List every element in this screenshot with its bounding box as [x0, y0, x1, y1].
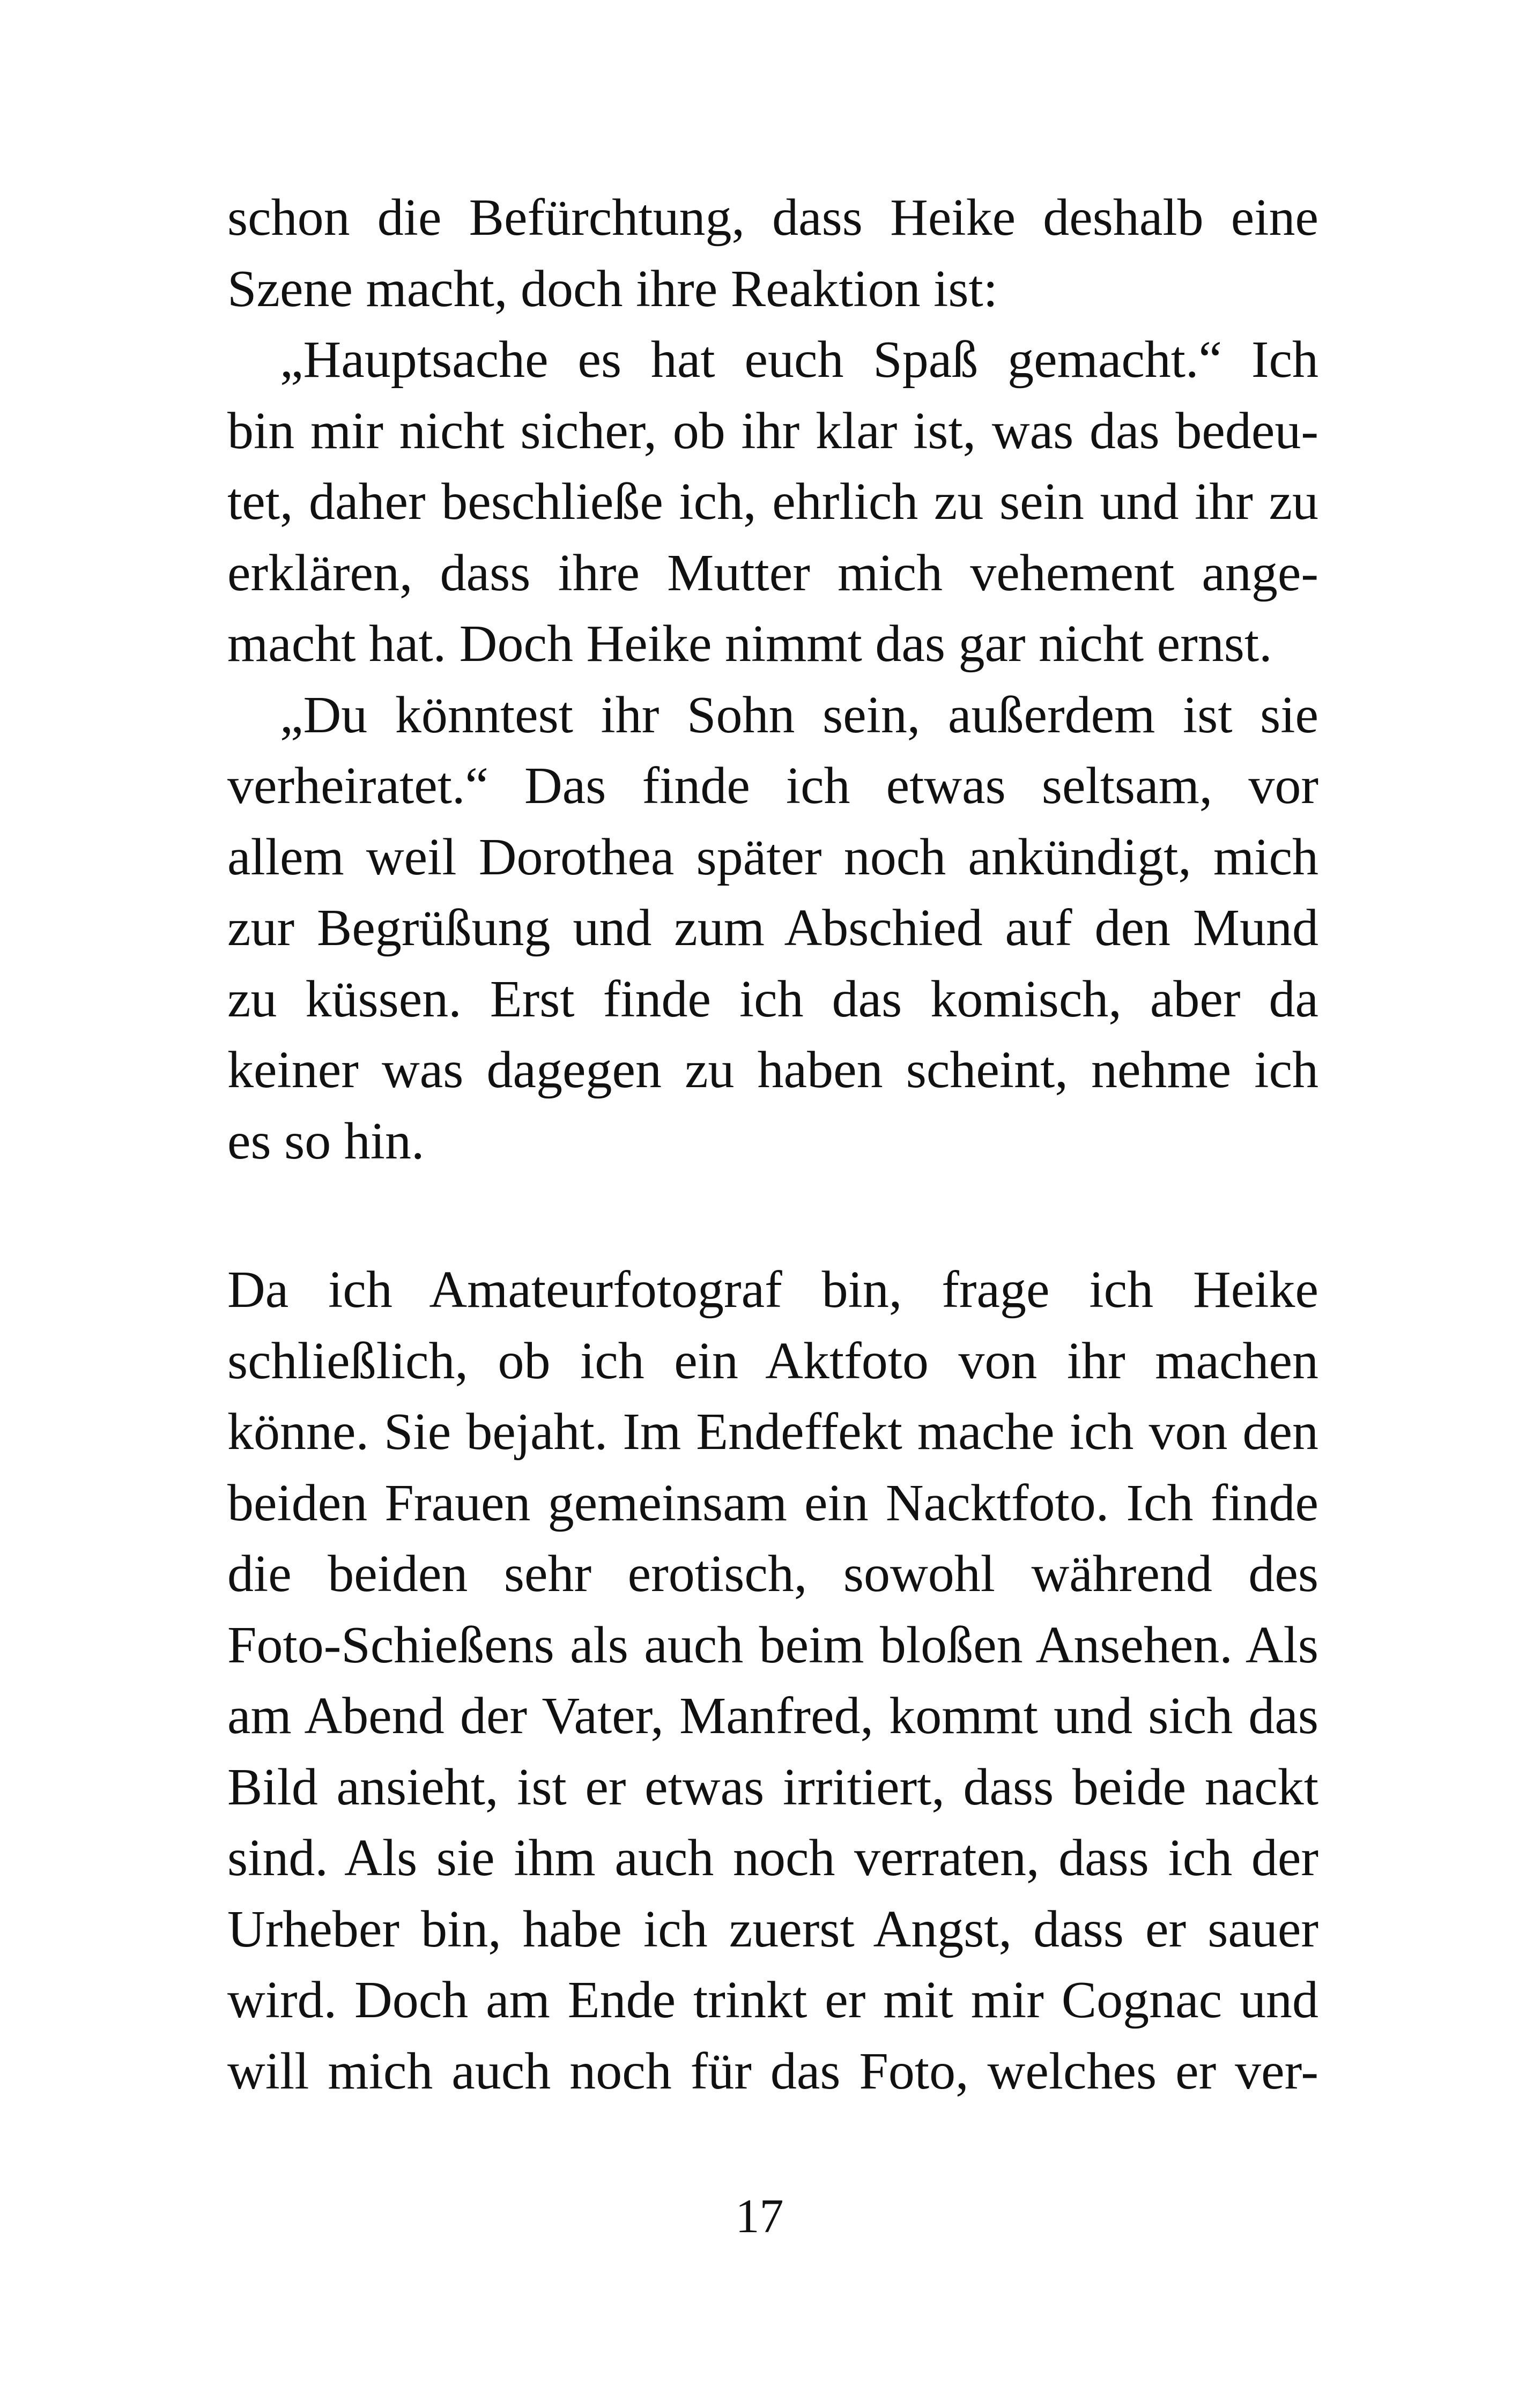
- paragraph-3: [227, 680, 1318, 1177]
- text-line: „Du könntest ihr Sohn sein, außerdem ist sie: [280, 686, 1318, 744]
- text-line: keiner was dagegen zu haben scheint, nehme ich: [227, 1041, 1318, 1099]
- page-number: 17: [735, 2190, 784, 2243]
- text-line: macht hat. Doch Heike nimmt das gar nicht ernst.: [227, 615, 1272, 673]
- text-line: Foto-Schießens als auch beim bloßen Ansehen. Als: [227, 1616, 1318, 1674]
- text-line: „Hauptsache es hat euch Spaß gemacht.“ Ich: [280, 331, 1318, 389]
- text-line: die beiden sehr erotisch, sowohl während des: [227, 1545, 1318, 1603]
- paragraph-1: [227, 182, 1318, 324]
- text-block-lower: [227, 1254, 1318, 2107]
- text-line: will mich auch noch für das Foto, welches er ver-: [227, 2042, 1318, 2100]
- text-line: bin mir nicht sicher, ob ihr klar ist, was das bedeu-: [227, 402, 1318, 460]
- text-line: erklären, dass ihre Mutter mich vehement ange-: [227, 544, 1318, 602]
- text-line: schließlich, ob ich ein Aktfoto von ihr machen: [227, 1332, 1318, 1390]
- text-line: am Abend der Vater, Manfred, kommt und sich das: [227, 1687, 1318, 1745]
- text-line: allem weil Dorothea später noch ankündigt, mich: [227, 828, 1318, 886]
- text-line: schon die Befürchtung, dass Heike deshalb eine: [227, 189, 1318, 247]
- text-line: Bild ansieht, ist er etwas irritiert, dass beide nackt: [227, 1758, 1318, 1816]
- text-line: sind. Als sie ihm auch noch verraten, dass ich der: [227, 1829, 1318, 1887]
- paragraph-2: [227, 324, 1318, 680]
- text-line: zur Begrüßung und zum Abschied auf den Mund: [227, 899, 1318, 957]
- paragraph-4: [227, 1254, 1318, 2107]
- text-line: Szene macht, doch ihre Reaktion ist:: [227, 259, 998, 318]
- text-line: es so hin.: [227, 1112, 425, 1170]
- text-block-upper: [227, 182, 1318, 1177]
- text-line: könne. Sie bejaht. Im Endeffekt mache ich von den: [227, 1403, 1318, 1461]
- text-line: beiden Frauen gemeinsam ein Nacktfoto. Ich finde: [227, 1474, 1318, 1532]
- text-line: tet, daher beschließe ich, ehrlich zu sein und ihr zu: [227, 473, 1318, 531]
- text-line: zu küssen. Erst finde ich das komisch, aber da: [227, 970, 1318, 1028]
- text-line: Urheber bin, habe ich zuerst Angst, dass er sauer: [227, 1900, 1318, 1958]
- text-line: verheiratet.“ Das finde ich etwas seltsam, vor: [227, 757, 1318, 815]
- text-line: wird. Doch am Ende trinkt er mit mir Cognac und: [227, 1971, 1318, 2029]
- text-line: Da ich Amateurfotograf bin, frage ich Heike: [227, 1261, 1318, 1319]
